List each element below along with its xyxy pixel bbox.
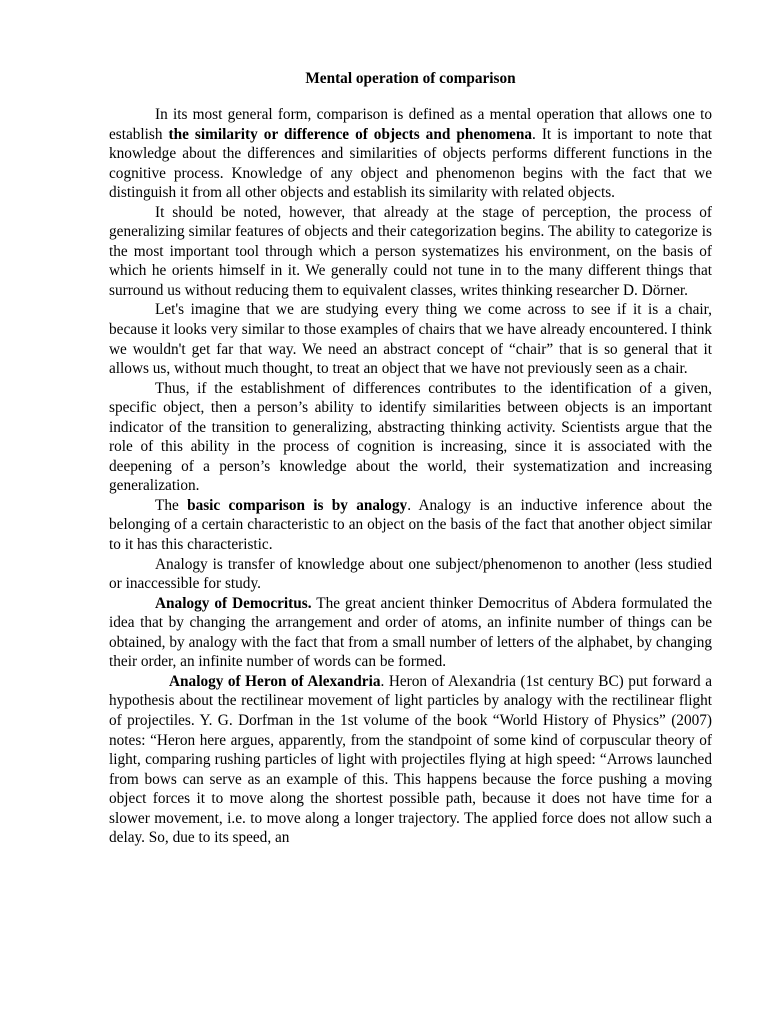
bold-heading-heron: Analogy of Heron of Alexandria [169, 672, 381, 690]
document-title: Mental operation of comparison [305, 70, 516, 87]
bold-phrase-basic-comparison: basic comparison is by analogy [187, 496, 408, 514]
paragraph-basic-comparison [109, 496, 712, 555]
paragraph-text: In its most general form, comparison is defined as a mental operation that allows one to establish [109, 106, 712, 143]
document-page [109, 67, 712, 848]
paragraph-perception [109, 203, 712, 301]
paragraph-analogy-heron [109, 672, 712, 848]
paragraph-text: . Heron of Alexandria (1st century BC) put forward a hypothesis about the rectilinear movement of light particles by analogy with the rectilinear flight of projectiles. Y. G. Dorfman in the 1st volume of the book “World History of Physics” (2007) notes: “Heron here argues, apparently, from the standpoint of some kind of corpuscular theory of light, comparing rushing particles of light with projectiles flying at high speed: “Arrows launched from bows can serve as an example of this. This happens because the force pushing a moving object forces it to move along the shortest possible path, because it does not have time for a slower movement, i.e. to move along a longer trajectory. The applied force does not allow such a delay. So, due to its speed, an [109, 672, 712, 847]
paragraph-differences-similarities [109, 379, 712, 496]
paragraph-analogy-transfer [109, 555, 712, 594]
paragraph-analogy-democritus [109, 594, 712, 672]
paragraph-chair-example [109, 300, 712, 378]
paragraph-text: Let's imagine that we are studying every thing we come across to see if it is a chair, because it looks very similar to those examples of chairs that we have already encountered. I think we wouldn't get far that way. We need an abstract concept of “chair” that is so general that it allows us, without much thought, to treat an object that we have not previously seen as a chair. [109, 301, 712, 378]
paragraph-text: Thus, if the establishment of differences contributes to the identification of a given, specific object, then a person’s ability to identify similarities between objects is an important indicator of the transition to generalizing, abstracting thinking activity. Scientists argue that the role of this ability in the process of cognition is increasing, since it is associated with the deepening of a person’s knowledge about the world, their systematization and increasing generalization. [109, 379, 712, 495]
paragraph-text: The great ancient thinker Democritus of Abdera formulated the idea that by changing the arrangement and order of atoms, an infinite number of things can be obtained, by analogy with the fact that from a small number of letters of the alphabet, by changing their order, an infinite number of words can be formed. [109, 594, 712, 671]
paragraph-text: The [155, 496, 188, 514]
paragraph-text: . Analogy is an inductive inference about the belonging of a certain characteristic to an object on the basis of the fact that another object similar to it has this characteristic. [109, 496, 713, 554]
paragraph-comparison-definition [109, 105, 712, 203]
paragraph-text: . It is important to note that knowledge about the differences and similarities of objects performs different functions in the cognitive process. Knowledge of any object and phenomenon begins with the fact that we distinguish it from all other objects and establish its similarity with related objects. [109, 125, 712, 202]
bold-heading-democritus: Analogy of Democritus. [155, 594, 312, 612]
bold-phrase-similarity-difference: the similarity or difference of objects and phenomena [168, 125, 532, 143]
paragraph-text: It should be noted, however, that already at the stage of perception, the process of generalizing similar features of objects and their categorization begins. The ability to categorize is the most important tool through which a person systematizes his environment, on the basis of which he orients himself in it. We generally could not tune in to the many different things that surround us without reducing them to equivalent classes, writes thinking researcher D. Dörner. [109, 203, 712, 299]
paragraph-text: Analogy is transfer of knowledge about one subject/phenomenon to another (less studied or inaccessible for study. [109, 555, 712, 593]
